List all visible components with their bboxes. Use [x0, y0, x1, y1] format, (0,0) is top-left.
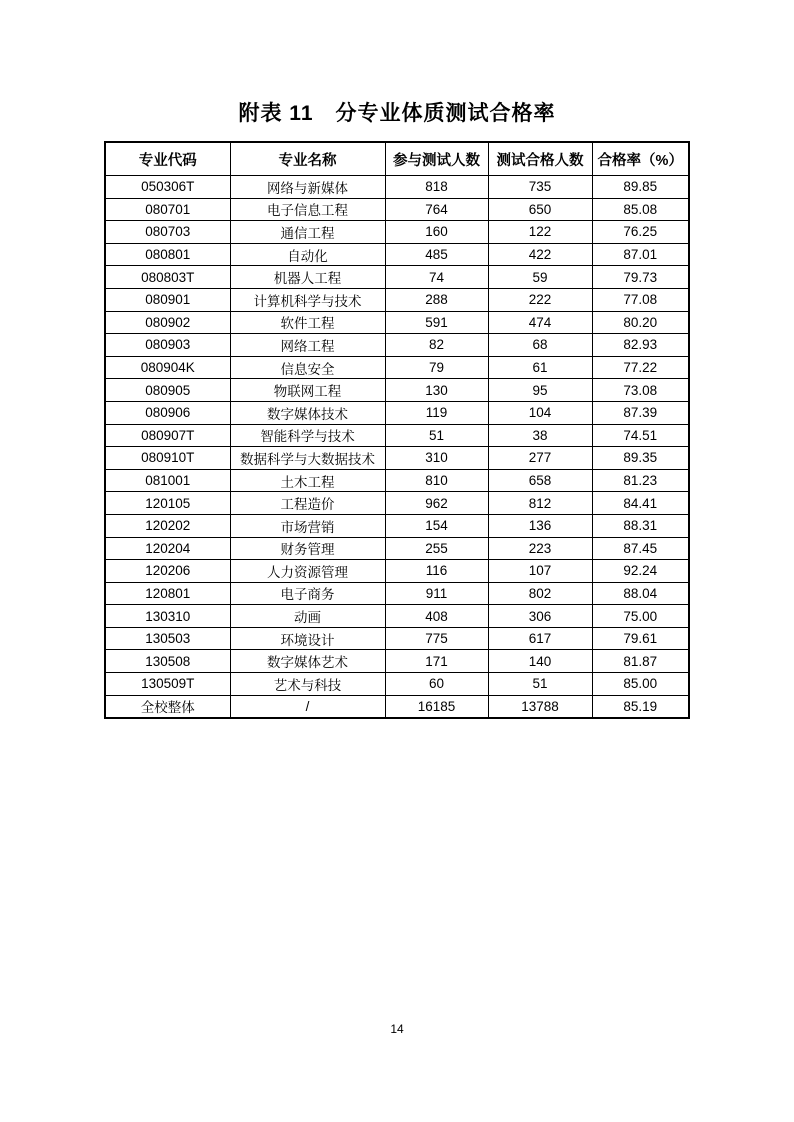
table-row	[105, 243, 689, 266]
table-cell: 电子商务	[230, 582, 385, 605]
table-cell: 080801	[105, 243, 230, 266]
table-cell: 080903	[105, 334, 230, 357]
table-cell: 080902	[105, 311, 230, 334]
table-row	[105, 695, 689, 718]
table-cell: 79.61	[592, 627, 689, 650]
table-cell: 130503	[105, 627, 230, 650]
column-header-tested-count: 参与测试人数	[385, 142, 488, 176]
table-cell: 080905	[105, 379, 230, 402]
table-cell: 255	[385, 537, 488, 560]
table-cell: 85.19	[592, 695, 689, 718]
table-cell: 79.73	[592, 266, 689, 289]
table-cell: 223	[488, 537, 592, 560]
table-cell: 92.24	[592, 560, 689, 583]
table-cell: 工程造价	[230, 492, 385, 515]
table-cell: 74	[385, 266, 488, 289]
table-cell: 60	[385, 673, 488, 696]
column-header-passed-count: 测试合格人数	[488, 142, 592, 176]
table-cell: 软件工程	[230, 311, 385, 334]
table-cell: 81.23	[592, 469, 689, 492]
table-cell: 89.85	[592, 176, 689, 199]
table-cell: 810	[385, 469, 488, 492]
table-cell: 130509T	[105, 673, 230, 696]
table-row	[105, 424, 689, 447]
table-cell: 080910T	[105, 447, 230, 470]
table-cell: 120206	[105, 560, 230, 583]
table-cell: 120204	[105, 537, 230, 560]
table-row	[105, 514, 689, 537]
table-cell: 77.22	[592, 356, 689, 379]
table-cell: 人力资源管理	[230, 560, 385, 583]
table-row	[105, 356, 689, 379]
table-row	[105, 469, 689, 492]
table-cell: 77.08	[592, 288, 689, 311]
table-cell: 财务管理	[230, 537, 385, 560]
table-cell: 650	[488, 198, 592, 221]
table-body	[105, 176, 689, 719]
table-cell: 775	[385, 627, 488, 650]
table-cell: 474	[488, 311, 592, 334]
table-row	[105, 650, 689, 673]
table-cell: 107	[488, 560, 592, 583]
table-cell: 84.41	[592, 492, 689, 515]
table-cell: 122	[488, 221, 592, 244]
column-header-major-name: 专业名称	[230, 142, 385, 176]
table-cell: 88.04	[592, 582, 689, 605]
table-cell: 120202	[105, 514, 230, 537]
table-cell: 网络工程	[230, 334, 385, 357]
table-cell: 171	[385, 650, 488, 673]
table-row	[105, 560, 689, 583]
table-cell: 土木工程	[230, 469, 385, 492]
table-cell: 80.20	[592, 311, 689, 334]
table-cell: 73.08	[592, 379, 689, 402]
table-cell: 130310	[105, 605, 230, 628]
page-title: 附表 11 分专业体质测试合格率	[238, 102, 556, 125]
table-cell: 75.00	[592, 605, 689, 628]
table-cell: 自动化	[230, 243, 385, 266]
table-cell: 82.93	[592, 334, 689, 357]
table-cell: 080703	[105, 221, 230, 244]
table-cell: 222	[488, 288, 592, 311]
table-cell: 82	[385, 334, 488, 357]
table-cell: 61	[488, 356, 592, 379]
table-cell: 802	[488, 582, 592, 605]
table-cell: 080701	[105, 198, 230, 221]
table-row	[105, 582, 689, 605]
table-cell: 88.31	[592, 514, 689, 537]
table-row	[105, 334, 689, 357]
table-cell: 080803T	[105, 266, 230, 289]
table-cell: 市场营销	[230, 514, 385, 537]
table-cell: 74.51	[592, 424, 689, 447]
table-row	[105, 492, 689, 515]
table-cell: 081001	[105, 469, 230, 492]
table-cell: 数据科学与大数据技术	[230, 447, 385, 470]
table-cell: 51	[385, 424, 488, 447]
table-cell: 87.45	[592, 537, 689, 560]
table-cell: 38	[488, 424, 592, 447]
table-cell: 计算机科学与技术	[230, 288, 385, 311]
table-cell: 422	[488, 243, 592, 266]
table-cell: 信息安全	[230, 356, 385, 379]
table-cell: 658	[488, 469, 592, 492]
table-cell: 617	[488, 627, 592, 650]
table-cell: 306	[488, 605, 592, 628]
table-cell: 080906	[105, 401, 230, 424]
table-cell: 59	[488, 266, 592, 289]
table-cell: 87.39	[592, 401, 689, 424]
table-row	[105, 266, 689, 289]
fitness-test-table	[104, 141, 690, 719]
table-cell: 818	[385, 176, 488, 199]
table-cell: 数字媒体艺术	[230, 650, 385, 673]
table-cell: 310	[385, 447, 488, 470]
table-cell: /	[230, 695, 385, 718]
table-row	[105, 605, 689, 628]
table-cell: 机器人工程	[230, 266, 385, 289]
table-cell: 911	[385, 582, 488, 605]
table-cell: 81.87	[592, 650, 689, 673]
table-row	[105, 221, 689, 244]
table-row	[105, 176, 689, 199]
table-cell: 76.25	[592, 221, 689, 244]
table-cell: 277	[488, 447, 592, 470]
table-cell: 050306T	[105, 176, 230, 199]
page-number: 14	[390, 1022, 404, 1036]
table-cell: 485	[385, 243, 488, 266]
table-cell: 104	[488, 401, 592, 424]
table-cell: 288	[385, 288, 488, 311]
table-cell: 艺术与科技	[230, 673, 385, 696]
table-cell: 16185	[385, 695, 488, 718]
table-cell: 160	[385, 221, 488, 244]
table-cell: 全校整体	[105, 695, 230, 718]
table-cell: 136	[488, 514, 592, 537]
table-cell: 68	[488, 334, 592, 357]
table-cell: 网络与新媒体	[230, 176, 385, 199]
table-row	[105, 311, 689, 334]
table-row	[105, 401, 689, 424]
table-cell: 电子信息工程	[230, 198, 385, 221]
table-cell: 735	[488, 176, 592, 199]
table-cell: 环境设计	[230, 627, 385, 650]
column-header-major-code: 专业代码	[105, 142, 230, 176]
column-header-pass-rate: 合格率（%）	[592, 142, 689, 176]
table-cell: 13788	[488, 695, 592, 718]
table-header-row	[105, 142, 689, 176]
table-cell: 119	[385, 401, 488, 424]
table-cell: 080901	[105, 288, 230, 311]
table-row	[105, 198, 689, 221]
table-cell: 812	[488, 492, 592, 515]
table-cell: 物联网工程	[230, 379, 385, 402]
table-row	[105, 537, 689, 560]
table-cell: 130	[385, 379, 488, 402]
table-cell: 120105	[105, 492, 230, 515]
table-cell: 130508	[105, 650, 230, 673]
table-cell: 85.00	[592, 673, 689, 696]
table-cell: 962	[385, 492, 488, 515]
table-cell: 85.08	[592, 198, 689, 221]
table-cell: 87.01	[592, 243, 689, 266]
table-cell: 154	[385, 514, 488, 537]
table-cell: 89.35	[592, 447, 689, 470]
table-row	[105, 379, 689, 402]
table-cell: 79	[385, 356, 488, 379]
table-row	[105, 447, 689, 470]
table-cell: 动画	[230, 605, 385, 628]
table-cell: 408	[385, 605, 488, 628]
table-cell: 95	[488, 379, 592, 402]
table-cell: 764	[385, 198, 488, 221]
table-cell: 116	[385, 560, 488, 583]
table-cell: 通信工程	[230, 221, 385, 244]
table-cell: 51	[488, 673, 592, 696]
table-cell: 591	[385, 311, 488, 334]
table-cell: 智能科学与技术	[230, 424, 385, 447]
table-row	[105, 673, 689, 696]
table-row	[105, 288, 689, 311]
table-cell: 140	[488, 650, 592, 673]
table-cell: 080907T	[105, 424, 230, 447]
table-row	[105, 627, 689, 650]
table-cell: 数字媒体技术	[230, 401, 385, 424]
table-cell: 120801	[105, 582, 230, 605]
table-cell: 080904K	[105, 356, 230, 379]
